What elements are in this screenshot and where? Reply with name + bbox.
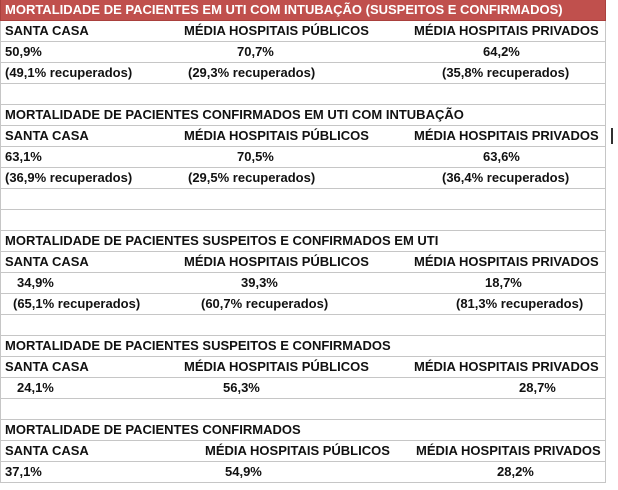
label-santa-casa: SANTA CASA [5,128,89,143]
section5-title-row [0,420,606,441]
recovered-santa-casa: (36,9% recuperados) [5,170,133,185]
section2-value-row [0,147,606,168]
label-publicos: MÉDIA HOSPITAIS PÚBLICOS [184,128,369,143]
section3-title: MORTALIDADE DE PACIENTES SUSPEITOS E CONFIRMADOS EM UTI [5,233,439,248]
value-publicos: 70,5% [237,149,274,164]
label-privados: MÉDIA HOSPITAIS PRIVADOS [414,254,599,269]
section3-label-row [0,252,606,273]
value-santa-casa: 37,1% [5,464,42,479]
label-publicos: MÉDIA HOSPITAIS PÚBLICOS [184,23,369,38]
section3-recovered-row [0,294,606,315]
value-santa-casa: 24,1% [17,380,54,395]
value-privados: 64,2% [483,44,520,59]
blank-row [0,210,606,231]
section2-title: MORTALIDADE DE PACIENTES CONFIRMADOS EM UTI COM INTUBAÇÃO [5,107,464,122]
label-privados: MÉDIA HOSPITAIS PRIVADOS [416,443,601,458]
label-privados: MÉDIA HOSPITAIS PRIVADOS [414,128,599,143]
label-privados: MÉDIA HOSPITAIS PRIVADOS [414,23,599,38]
label-santa-casa: SANTA CASA [5,254,89,269]
section3-title-row [0,231,606,252]
blank-row [0,399,606,420]
value-santa-casa: 50,9% [5,44,42,59]
recovered-publicos: (29,5% recuperados) [188,170,316,185]
recovered-publicos: (60,7% recuperados) [201,296,329,311]
recovered-publicos: (29,3% recuperados) [188,65,316,80]
section5-title: MORTALIDADE DE PACIENTES CONFIRMADOS [5,422,301,437]
value-privados: 18,7% [485,275,522,290]
blank-row [0,315,606,336]
blank-row [0,189,606,210]
section4-title: MORTALIDADE DE PACIENTES SUSPEITOS E CONFIRMADOS [5,338,391,353]
value-santa-casa: 34,9% [17,275,54,290]
section2-label-row [0,126,606,147]
value-publicos: 54,9% [225,464,262,479]
value-privados: 28,7% [519,380,556,395]
value-privados: 63,6% [483,149,520,164]
cursor-marker [611,128,613,144]
recovered-santa-casa: (49,1% recuperados) [5,65,133,80]
section3-value-row [0,273,606,294]
section1-label-row [0,21,606,42]
section1-value-row [0,42,606,63]
section2-title-row [0,105,606,126]
label-privados: MÉDIA HOSPITAIS PRIVADOS [414,359,599,374]
section1-title-row [0,0,606,21]
recovered-privados: (35,8% recuperados) [442,65,570,80]
label-publicos: MÉDIA HOSPITAIS PÚBLICOS [205,443,390,458]
value-publicos: 39,3% [241,275,278,290]
label-santa-casa: SANTA CASA [5,359,89,374]
value-santa-casa: 63,1% [5,149,42,164]
section4-value-row [0,378,606,399]
recovered-privados: (36,4% recuperados) [442,170,570,185]
recovered-privados: (81,3% recuperados) [456,296,584,311]
value-privados: 28,2% [497,464,534,479]
label-santa-casa: SANTA CASA [5,443,89,458]
section5-value-row [0,462,606,483]
section5-label-row [0,441,606,462]
value-publicos: 56,3% [223,380,260,395]
label-santa-casa: SANTA CASA [5,23,89,38]
section1-recovered-row [0,63,606,84]
label-publicos: MÉDIA HOSPITAIS PÚBLICOS [184,359,369,374]
section2-recovered-row [0,168,606,189]
section4-label-row [0,357,606,378]
label-publicos: MÉDIA HOSPITAIS PÚBLICOS [184,254,369,269]
recovered-santa-casa: (65,1% recuperados) [13,296,141,311]
blank-row [0,84,606,105]
section4-title-row [0,336,606,357]
section1-title: MORTALIDADE DE PACIENTES EM UTI COM INTUBAÇÃO (SUSPEITOS E CONFIRMADOS) [5,2,563,17]
value-publicos: 70,7% [237,44,274,59]
